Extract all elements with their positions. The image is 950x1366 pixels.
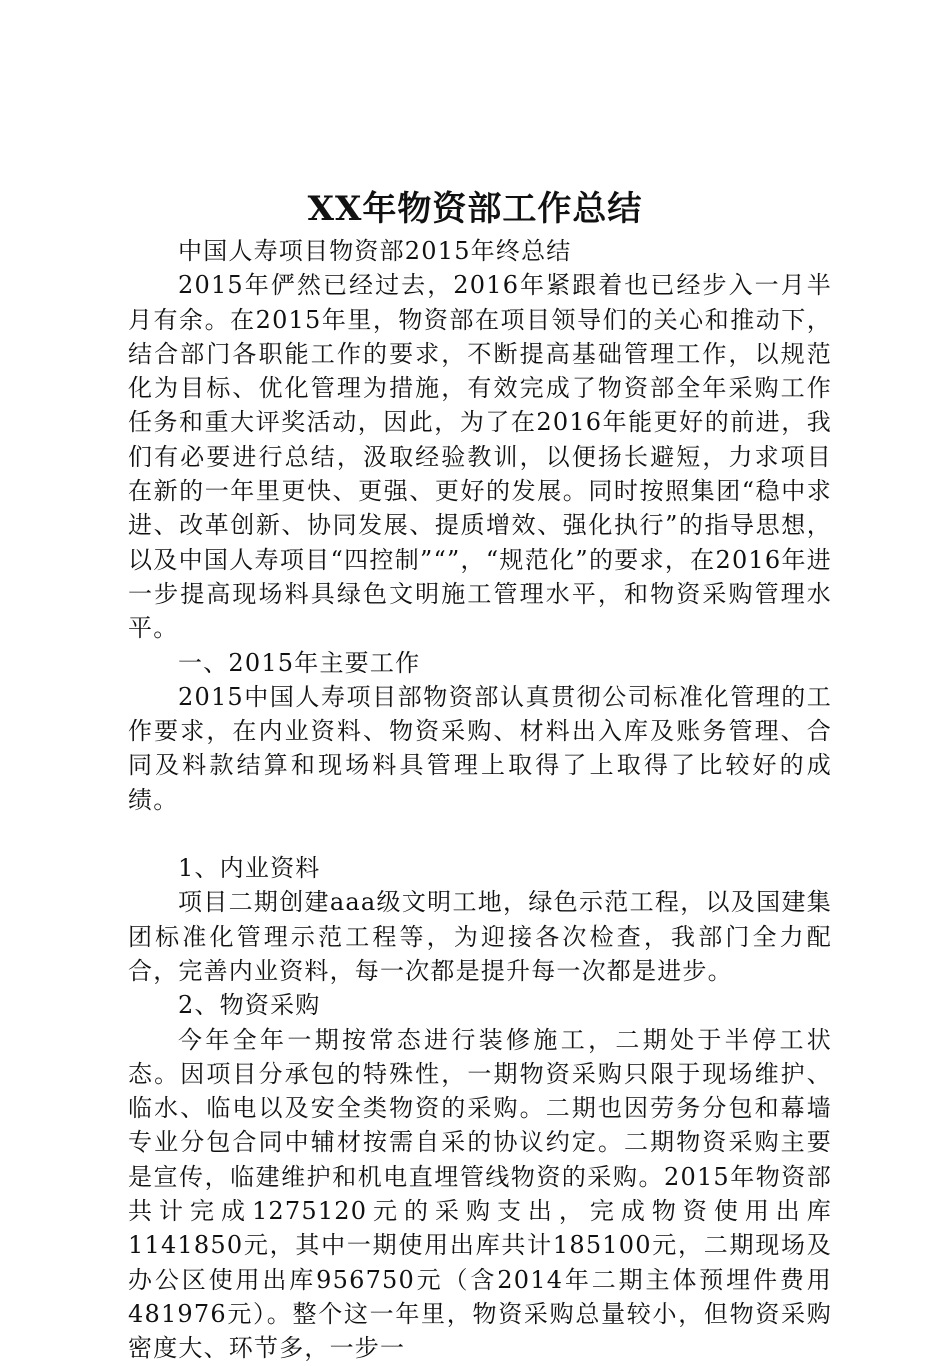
document-title: XX年物资部工作总结 (307, 189, 643, 229)
main-work-paragraph: 2015中国人寿项目部物资部认真贯彻公司标准化管理的工作要求，在内业资料、物资采购、材料出入库及账务管理、合同及料款结算和现场料具管理上取得了上取得了比较好的成绩。 (128, 682, 832, 814)
subheading-internal-documents: 1、内业资料 (178, 854, 321, 883)
section-heading-main-work: 一、2015年主要工作 (178, 648, 421, 677)
internal-documents-paragraph: 项目二期创建aaa级文明工地，绿色示范工程，以及国建集团标准化管理示范工程等，为迎接各次检查，我部门全力配合，完善内业资料，每一次都是提升每一次都是进步。 (128, 888, 832, 985)
document-body (128, 234, 832, 1366)
procurement-paragraph: 今年全年一期按常态进行装修施工，二期处于半停工状态。因项目分承包的特殊性，一期物资采购只限于现场维护、临水、临电以及安全类物资的采购。二期也因劳务分包和幕墙专业分包合同中辅材按需自采的协议约定。二期物资采购主要是宣传，临建维护和机电直埋管线物资的采购。2015年物资部共计完成1275120元的采购支出，完成物资使用出库1141850元，其中一期使用出库共计185100元，二期现场及办公区使用出库956750元（含2014年二期主体预埋件费用481976元）。整个这一年里，物资采购总量较小，但物资采购密度大、环节多，一步一 (128, 1025, 832, 1363)
paragraph-spacer (128, 817, 832, 851)
subheading-procurement: 2、物资采购 (178, 991, 321, 1020)
subtitle-line: 中国人寿项目物资部2015年终总结 (178, 237, 572, 265)
intro-paragraph: 2015年俨然已经过去，2016年紧跟着也已经步入一月半月有余。在2015年里，物资部在项目领导们的关心和推动下，结合部门各职能工作的要求，不断提高基础管理工作，以规范化为目标、优化管理为措施，有效完成了物资部全年采购工作任务和重大评奖活动，因此，为了在2016年能更好的前进，我们有必要进行总结，汲取经验教训，以便扬长避短，力求项目在新的一年里更快、更强、更好的发展。同时按照集团“稳中求进、改革创新、协同发展、提质增效、强化执行”的指导思想，以及中国人寿项目“四控制”“”，“规范化”的要求，在2016年进一步提高现场料具绿色文明施工管理水平，和物资采购管理水平。 (128, 271, 832, 643)
